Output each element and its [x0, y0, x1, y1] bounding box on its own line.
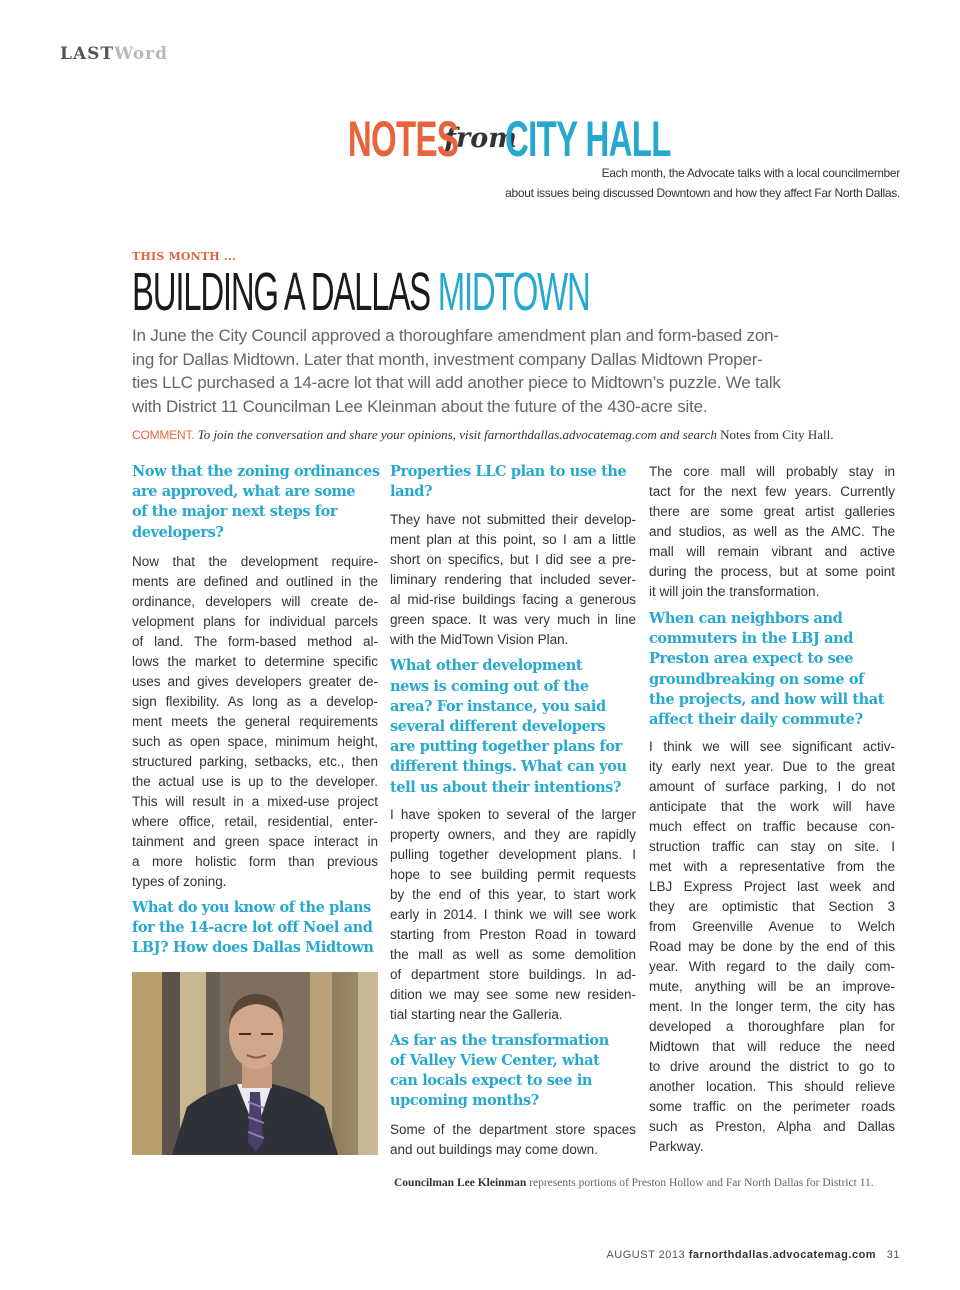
column-masthead [291, 110, 756, 168]
answer-5 [649, 737, 895, 1157]
answer-line: early in 2014. I think we will see work [390, 906, 636, 922]
page-number: 31 [886, 1249, 900, 1261]
caption-text: represents portions of Preston Hollow and Far North Dallas for District 11. [526, 1177, 874, 1189]
answer-line: structured parking, setbacks, etc., then [132, 753, 378, 769]
answer-2 [390, 510, 636, 650]
masthead-city-hall: CITY HALL [504, 111, 671, 167]
answer-line: The core mall will probably stay in [649, 464, 895, 479]
question-line: the projects, and how will that [649, 690, 885, 708]
answer-line: met with a representative from the [649, 859, 895, 875]
answer-line: much effect on traffic because con- [649, 819, 895, 835]
answer-4 [390, 1120, 636, 1160]
comment-line [132, 427, 834, 443]
answer-line: a more holistic form than previous [132, 853, 378, 869]
question-line: What do you know of the plans [132, 898, 371, 916]
question-line: What other development [390, 657, 583, 675]
question-5 [649, 609, 895, 730]
section-tag-word: Word [114, 44, 168, 64]
question-line: commuters in the LBJ and [649, 630, 853, 648]
answer-line: tainment and green space interact in [132, 833, 378, 849]
answer-line: velopment plans for individual parcels [132, 613, 378, 629]
question-line: Now that the zoning ordinances [132, 463, 380, 480]
answer-line: Some of the department store spaces [390, 1121, 636, 1137]
councilman-portrait [132, 972, 378, 1155]
question-line: developers? [132, 523, 224, 541]
question-4 [390, 1031, 636, 1112]
answer-line: Parkway. [649, 1139, 704, 1155]
answer-line: property owners, and they are rapidly [390, 826, 636, 842]
question-line: of the major next steps for [132, 503, 338, 521]
section-tag-last: LAST [60, 44, 115, 64]
answer-line: ment plan at this point, so I am a little [390, 532, 636, 548]
question-line: Properties LLC plan to use the [390, 463, 627, 480]
answer-line: struction traffic can stay on site. I [649, 839, 895, 855]
answer-line: tial starting near the Galleria. [390, 1006, 563, 1022]
answer-line: the actual use is up to the developer. [132, 773, 378, 789]
answer-line: sign flexibility. As long as a develop- [132, 693, 378, 709]
answer-line: uses and gives developers greater de- [132, 673, 378, 689]
question-line: area? For instance, you said [390, 697, 606, 715]
answer-1 [132, 552, 378, 892]
answer-line: green space. It was very much in line [390, 612, 636, 628]
masthead-from: from [444, 123, 517, 154]
deck-line: ties LLC purchased a 14-acre lot that will add another piece to Midtown’s puzzle. We talk [132, 373, 781, 392]
answer-4-continued [649, 462, 895, 602]
comment-label: COMMENT. [132, 428, 195, 442]
deck-line: with District 11 Councilman Lee Kleinman about the future of the 430-acre site. [132, 396, 708, 416]
answer-line: of department store buildings. In ad- [390, 966, 636, 982]
answer-line: with the MidTown Vision Plan. [390, 632, 569, 648]
answer-line: it will join the transformation. [649, 584, 820, 599]
question-line: tell us about their intentions? [390, 778, 622, 796]
question-line: land? [390, 483, 433, 501]
answer-line: some traffic on the perimeter roads [649, 1099, 895, 1115]
headline-part-b: MIDTOWN [437, 262, 590, 322]
page-footer [606, 1249, 900, 1261]
column-3 [649, 462, 895, 1157]
answer-line: types of zoning. [132, 873, 227, 889]
question-line: are approved, what are some [132, 483, 356, 501]
answer-line: al mid-rise buildings facing a generous [390, 592, 636, 608]
portrait-illustration [132, 972, 378, 1155]
answer-line: by the end of this year, to start work [390, 886, 636, 902]
answer-line: mute, anything will be an improve- [649, 979, 895, 995]
answer-line: there are some great artist galleries [649, 504, 895, 519]
masthead-notes: NOTES [348, 111, 459, 167]
article-headline [132, 262, 590, 322]
question-line: can locals expect to see in [390, 1072, 593, 1090]
comment-text: To join the conversation and share your opinions, visit farnorthdallas.advocatemag.com and search [194, 427, 717, 442]
answer-3 [390, 805, 636, 1025]
answer-line: developed a thoroughfare plan for [649, 1019, 895, 1035]
answer-line: and studios, as well as the AMC. The [649, 524, 895, 539]
answer-line: lows the market to determine specific [132, 653, 378, 669]
headline-part-a: BUILDING A DALLAS [132, 262, 438, 322]
answer-line: ment meets the general requirements [132, 713, 378, 729]
footer-date: AUGUST 2013 [606, 1249, 689, 1261]
question-line: When can neighbors and [649, 610, 843, 627]
question-line: several different developers [390, 718, 606, 736]
answer-line: starting from Preston Road in toward [390, 926, 636, 942]
masthead-subtitle [505, 163, 900, 203]
question-line: for the 14-acre lot off Noel and [132, 919, 373, 937]
question-line: affect their daily commute? [649, 711, 863, 729]
answer-line: I have spoken to several of the larger [390, 806, 636, 822]
answer-line: year. With regard to the daily com- [649, 959, 895, 975]
answer-line: ment. In the longer term, the city has [649, 999, 895, 1015]
article-deck [132, 324, 788, 418]
footer-website: farnorthdallas.advocatemag.com [688, 1249, 877, 1261]
answer-line: tact for the next few years. Currently [649, 484, 895, 499]
answer-line: ordinance, developers will create de- [132, 593, 378, 609]
question-line: different things. What can you [390, 758, 627, 776]
masthead-subtitle-line: Each month, the Advocate talks with a local councilmember [601, 166, 900, 180]
answer-line: Now that the development require- [132, 553, 378, 569]
question-1 [132, 462, 378, 543]
answer-line: Road may be done by the end of this [649, 939, 895, 955]
question-line: groundbreaking on some of [649, 670, 864, 688]
answer-line: hope to see building permit requests [390, 866, 636, 882]
answer-line: anticipate that the work will have [649, 799, 895, 815]
answer-line: of land. The form-based method al- [132, 633, 378, 649]
masthead-subtitle-line: about issues being discussed Downtown and how they affect Far North Dallas. [505, 186, 900, 200]
column-2 [390, 462, 636, 1160]
question-line: As far as the transformation [390, 1031, 609, 1049]
question-2-continued [390, 462, 636, 502]
answer-line: short on specifics, but I did see a pre- [390, 552, 636, 568]
answer-line: LBJ Express Project last week and [649, 879, 895, 895]
answer-line: Midtown that will reduce the need [649, 1039, 895, 1055]
comment-search-term: Notes from City Hall. [716, 427, 834, 442]
answer-line: from Greenville Avenue to Welch [649, 919, 895, 935]
question-line: are putting together plans for [390, 738, 622, 756]
answer-line: where office, retail, residential, enter- [132, 813, 378, 829]
answer-line: another location. This should relieve [649, 1079, 895, 1095]
question-line: Preston area expect to see [649, 650, 854, 668]
answer-line: the mall as well as some demolition [390, 946, 636, 962]
column-1 [132, 462, 378, 958]
answer-line: They have not submitted their develop- [390, 512, 636, 528]
answer-line: amount of surface parking, I do not [649, 779, 895, 795]
answer-line: such as open space, minimum height, [132, 733, 378, 749]
deck-line: ing for Dallas Midtown. Later that month, investment company Dallas Midtown Proper- [132, 349, 763, 369]
answer-line: mall will remain vibrant and active [649, 544, 895, 559]
answer-line: liminary rendering that included sever- [390, 572, 636, 588]
article-kicker: THIS MONTH ... [132, 250, 237, 263]
answer-line: ity early next year. Due to the great [649, 759, 895, 775]
answer-line: to drive around the district to go to [649, 1059, 895, 1075]
section-tag [60, 44, 168, 64]
answer-line: pulling together development plans. I [390, 846, 636, 862]
answer-line: during the process, but at some point [649, 564, 895, 579]
answer-line: and out buildings may come down. [390, 1141, 598, 1157]
question-3 [390, 656, 636, 797]
caption-name: Councilman Lee Kleinman [394, 1177, 527, 1189]
question-line: LBJ? How does Dallas Midtown [132, 939, 374, 957]
question-line: upcoming months? [390, 1092, 539, 1110]
answer-line: I think we will see significant activ- [649, 739, 895, 755]
answer-line: they are optimistic that Section 3 [649, 899, 895, 915]
answer-line: dition we may see some new residen- [390, 986, 636, 1002]
answer-line: such as Preston, Alpha and Dallas [649, 1119, 895, 1135]
question-line: news is coming out of the [390, 677, 589, 695]
question-line: of Valley View Center, what [390, 1052, 600, 1070]
deck-line: In June the City Council approved a thoroughfare amendment plan and form-based zon- [132, 326, 779, 345]
photo-caption [394, 1177, 874, 1189]
answer-line: This will result in a mixed-use project [132, 793, 378, 809]
question-2 [132, 898, 378, 959]
answer-line: ments are defined and outlined in the [132, 573, 378, 589]
